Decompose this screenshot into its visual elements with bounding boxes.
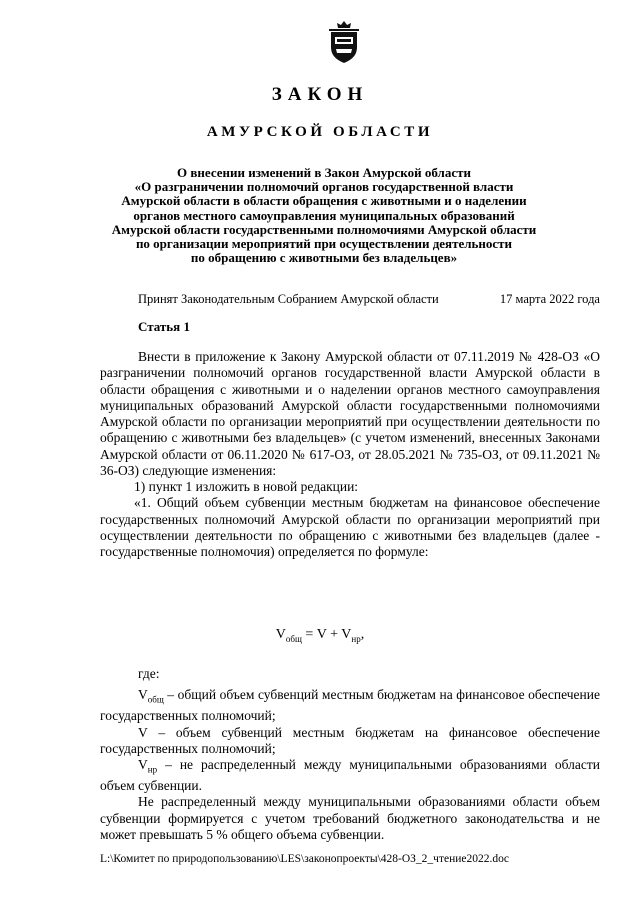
definition-subscript: общ — [147, 694, 164, 705]
adoption-text: Принят Законодательным Собранием Амурской области — [138, 292, 439, 306]
adoption-date: 17 марта 2022 года — [499, 292, 600, 306]
formula-tail: , — [360, 627, 365, 642]
heading-line: органов местного самоуправления муниципальных образований — [133, 207, 515, 223]
coat-of-arms-icon — [327, 20, 361, 64]
definition-subscript: нр — [147, 764, 158, 775]
law-heading — [95, 166, 553, 265]
formula — [0, 627, 640, 647]
region-title: АМУРСКОЙ ОБЛАСТИ — [206, 124, 434, 140]
heading-line: по организации мероприятий при осуществлении деятельности — [135, 236, 513, 252]
heading-line: по обращению с животными без владельцев» — [190, 250, 458, 266]
definitions — [100, 666, 600, 843]
definition-total — [100, 687, 600, 724]
formula-equals: = V + V — [301, 627, 352, 642]
article-item-1: 1) пункт 1 изложить в новой редакции: — [134, 479, 359, 494]
definition-symbol: V — [138, 757, 148, 773]
article-body — [100, 349, 600, 560]
where-label: где: — [138, 666, 160, 681]
definition-v: V – объем субвенций местным бюджетам на финансовое обеспечение государственных полномочий; — [100, 724, 600, 756]
heading-line: Амурской области государственными полномочиями Амурской области — [111, 221, 537, 237]
definition-symbol: V — [138, 687, 148, 703]
heading-line: Амурской области в области обращения с животными и о наделении — [121, 193, 527, 209]
formula-lhs: V — [275, 627, 286, 642]
definition-text: – не распределенный между муниципальными образованиями области объем субвенции. — [100, 757, 600, 794]
law-title: ЗАКОН — [271, 84, 369, 105]
heading-line: «О разграничении полномочий органов государственной власти — [134, 179, 514, 195]
formula-rhs-subscript: нр — [351, 633, 361, 644]
article-title: Статья 1 — [138, 319, 190, 334]
article-intro: Внести в приложение к Закону Амурской области от 07.11.2019 № 428-ОЗ «О разграничении полномочий органов государственной власти Амурской области в области обращения с животными и о наделении органов местного самоуправления муниципальных образований Амурской области государственными полномочиями Амурской области по организации мероприятий при осуществлении деятельности по обращению с животными без владельцев» (с учетом изменений, внесенных Законами Амурской области от 06.11.2020 № 617-ОЗ, от 28.05.2021 № 735-ОЗ, от 09.11.2021 № 36-ОЗ) следующие изменения: — [100, 349, 600, 478]
formula-lhs-subscript: общ — [285, 633, 302, 644]
article-quote: «1. Общий объем субвенции местным бюджетам на финансовое обеспечение государственных полномочий Амурской области по организации мероприятий при осуществлении деятельности по обращению с животными без владельцев (далее - государственные полномочия) определяется по формуле: — [100, 495, 600, 559]
definition-unallocated — [100, 757, 600, 794]
definition-text: – общий объем субвенций местным бюджетам на финансовое обеспечение государственных полномочий; — [100, 687, 600, 724]
unallocated-paragraph: Не распределенный между муниципальными образованиями области объем субвенции формируется с учетом требований бюджетного законодательства и не может превышать 5 % общего объема субвенции. — [100, 794, 600, 843]
adoption-line — [138, 292, 600, 307]
heading-line: О внесении изменений в Закон Амурской области — [177, 165, 471, 180]
file-path-footer: L:\Комитет по природопользованию\LES\законопроекты\428-ОЗ_2_чтение2022.doc — [100, 853, 509, 865]
